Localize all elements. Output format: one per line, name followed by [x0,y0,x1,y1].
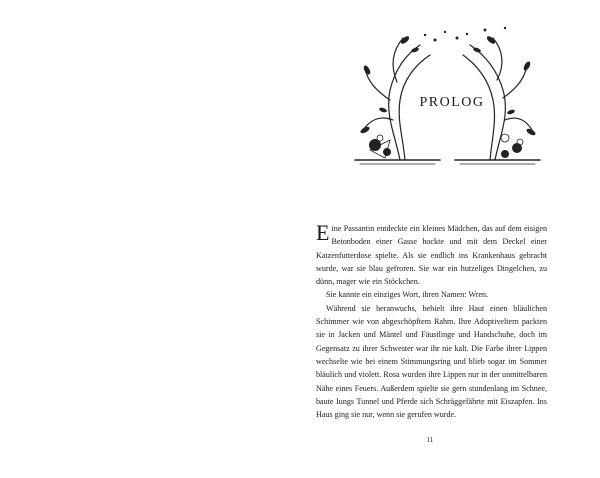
paragraph-1 [316,222,547,288]
paragraph-2: Sie kannte ein einziges Wort, ihren Namen: Wren. [326,290,489,300]
paragraph-1-text: ine Passantin entdeckte ein kleines Mädchen, das auf dem eisigen Betonboden einer Gasse hockte und mit dem Deckel einer Katzenfutterdose spielte. Als sie endlich ins Krankenhaus gebracht wurde, war sie blau gefroren. Sie war ein hutzeliges Dingelchen, zu dünn, mager wie ein Stöckchen. [316,224,547,287]
drop-cap: E [316,220,330,245]
page-number: 11 [426,436,434,444]
body-text [316,222,547,421]
paragraph-3: Während sie heranwuchs, behielt ihre Haut einen bläulichen Schimmer wie von abgeschöpftem Rahm. Ihre Adoptiveltern packten sie in Jacken und Mäntel und Fäustlinge und Handschuhe, doch im Gegensatz zu ihrer Schwester war ihr nie kalt. Die Farbe ihrer Lippen wechselte wie bei einem Stimmungsring und blieb sogar im Sommer bläulich und violett. Rosa wurden ihre Lippen nur in der unmittelbaren Nähe eines Feuers. Außerdem spielte sie gern stundenlang im Schnee, baute Iungs Tunnel und Pferde sich Schräggefährte mit Eiszapfen. Ins Haus ging sie nur, wenn sie gerufen wurde. [316,303,547,420]
chapter-title: PROLOG [419,95,485,110]
